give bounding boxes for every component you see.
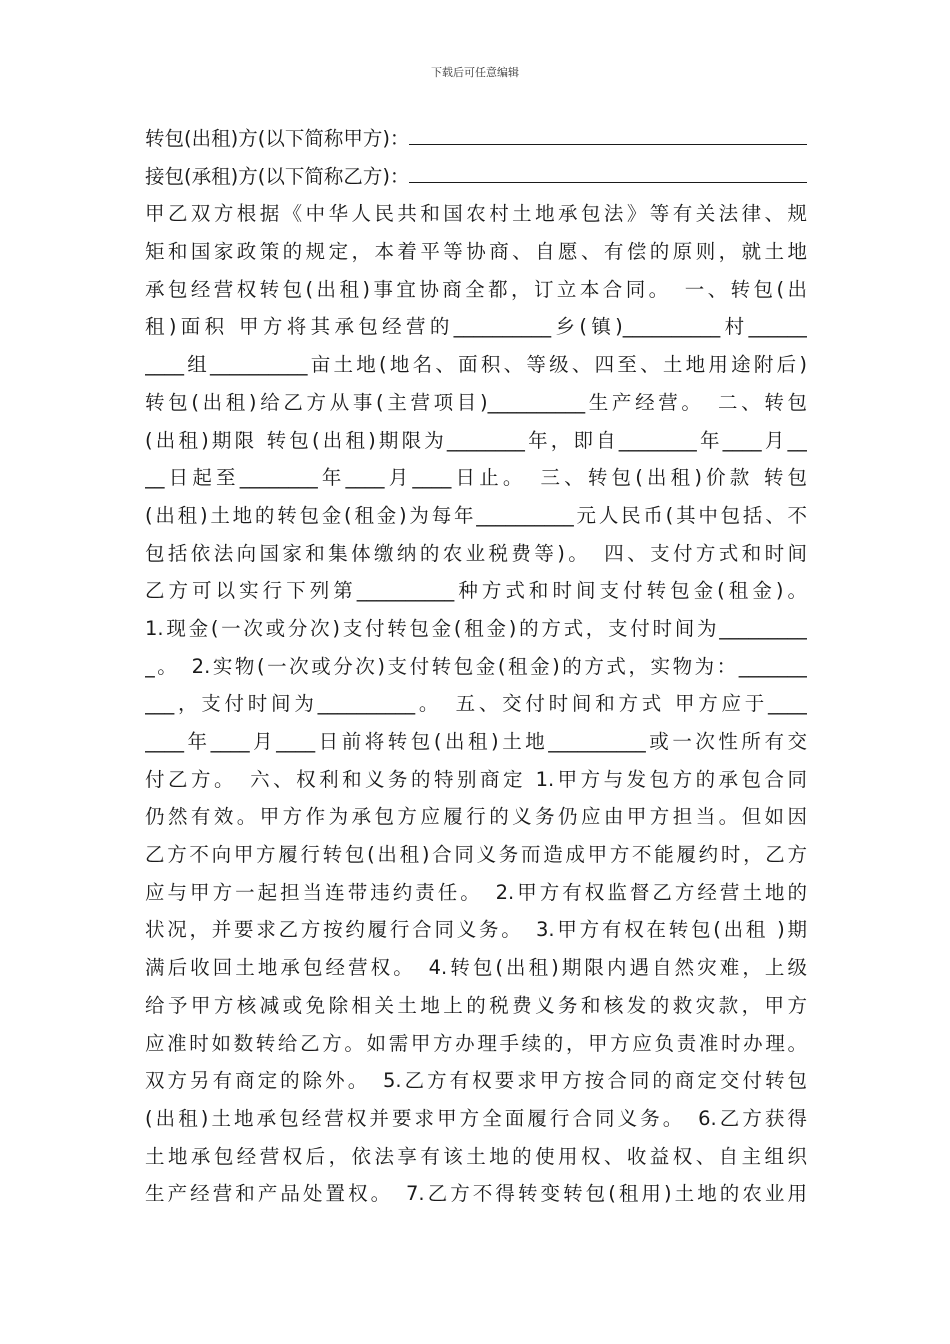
body-line: (出租)期限 转包(出租)期限为________年，即自________年____月__	[145, 428, 807, 452]
body-line: ____年____月____日前将转包(出租)土地__________或一次性所有交	[145, 730, 807, 753]
body-line: 包括依法向国家和集体缴纳的农业税费等)。 四、支付方式和时间	[145, 541, 807, 565]
body-line: 承包经营权转包(出租)事宜协商全都，订立本合同。 一、转包(出	[145, 277, 807, 301]
body-line: 付乙方。 六、权利和义务的特别商定 1.甲方与发包方的承包合同	[145, 767, 807, 791]
body-line: 乙方不向甲方履行转包(出租)合同义务而造成甲方不能履约时，乙方	[145, 843, 807, 867]
body-line: 满后收回土地承包经营权。 4.转包(出租)期限内遇自然灾难，上级	[145, 956, 807, 980]
body-line: 应与甲方一起担当连带违约责任。 2.甲方有权监督乙方经营土地的	[145, 880, 807, 904]
party-a-line	[145, 120, 807, 158]
party-b-line	[145, 158, 807, 196]
body-line: 矩和国家政策的规定，本着平等协商、自愿、有偿的原则，就土地	[145, 240, 807, 264]
body-line: (出租)土地的转包金(租金)为每年__________元人民币(其中包括、不	[145, 503, 807, 527]
body-line: 应准时如数转给乙方。如需甲方办理手续的，甲方应负责准时办理。	[145, 1031, 807, 1055]
body-line: 双方另有商定的除外。 5.乙方有权要求甲方按合同的商定交付转包	[145, 1069, 807, 1093]
body-line: 仍然有效。甲方作为承包方应履行的义务仍应由甲方担当。但如因	[145, 805, 807, 829]
body-line: 转包(出租)给乙方从事(主营项目)__________生产经营。 二、转包	[145, 390, 807, 414]
body-line: _。 2.实物(一次或分次)支付转包金(租金)的方式，实物为：_______	[145, 654, 807, 678]
party-a-label: 转包(出租)方(以下简称甲方)：	[145, 127, 410, 150]
contract-body	[145, 120, 807, 1213]
body-line: 1.现金(一次或分次)支付转包金(租金)的方式，支付时间为_________	[145, 616, 807, 640]
body-line: 土地承包经营权后，依法享有该土地的使用权、收益权、自主组织	[145, 1144, 807, 1168]
body-line: 生产经营和产品处置权。 7.乙方不得转变转包(租用)土地的农业用	[145, 1182, 807, 1206]
body-line: 乙方可以实行下列第__________种方式和时间支付转包金(租金)。	[145, 579, 807, 603]
party-b-label: 接包(承租)方(以下简称乙方)：	[145, 164, 410, 188]
body-line: 租)面积 甲方将其承包经营的__________乡(镇)__________村______	[145, 315, 807, 339]
body-line: ___，支付时间为__________。 五、交付时间和方式 甲方应于____	[145, 692, 807, 716]
body-line: 状况，并要求乙方按约履行合同义务。 3.甲方有权在转包(出租 )期	[145, 918, 807, 942]
body-line: 甲乙双方根据《中华人民共和国农村土地承包法》等有关法律、规	[145, 202, 807, 226]
party-b-blank	[409, 158, 807, 183]
page-header: 下载后可任意编辑	[431, 66, 519, 79]
body-line: 给予甲方核减或免除相关土地上的税费义务和核发的救灾款，甲方	[145, 993, 807, 1017]
body-line: ____组__________亩土地(地名、面积、等级、四至、土地用途附后)	[145, 353, 807, 377]
party-a-blank	[409, 120, 807, 145]
body-line: (出租)土地承包经营权并要求甲方全面履行合同义务。 6.乙方获得	[145, 1106, 807, 1130]
body-line: __日起至________年____月____日止。 三、转包(出租)价款 转包	[145, 466, 807, 490]
